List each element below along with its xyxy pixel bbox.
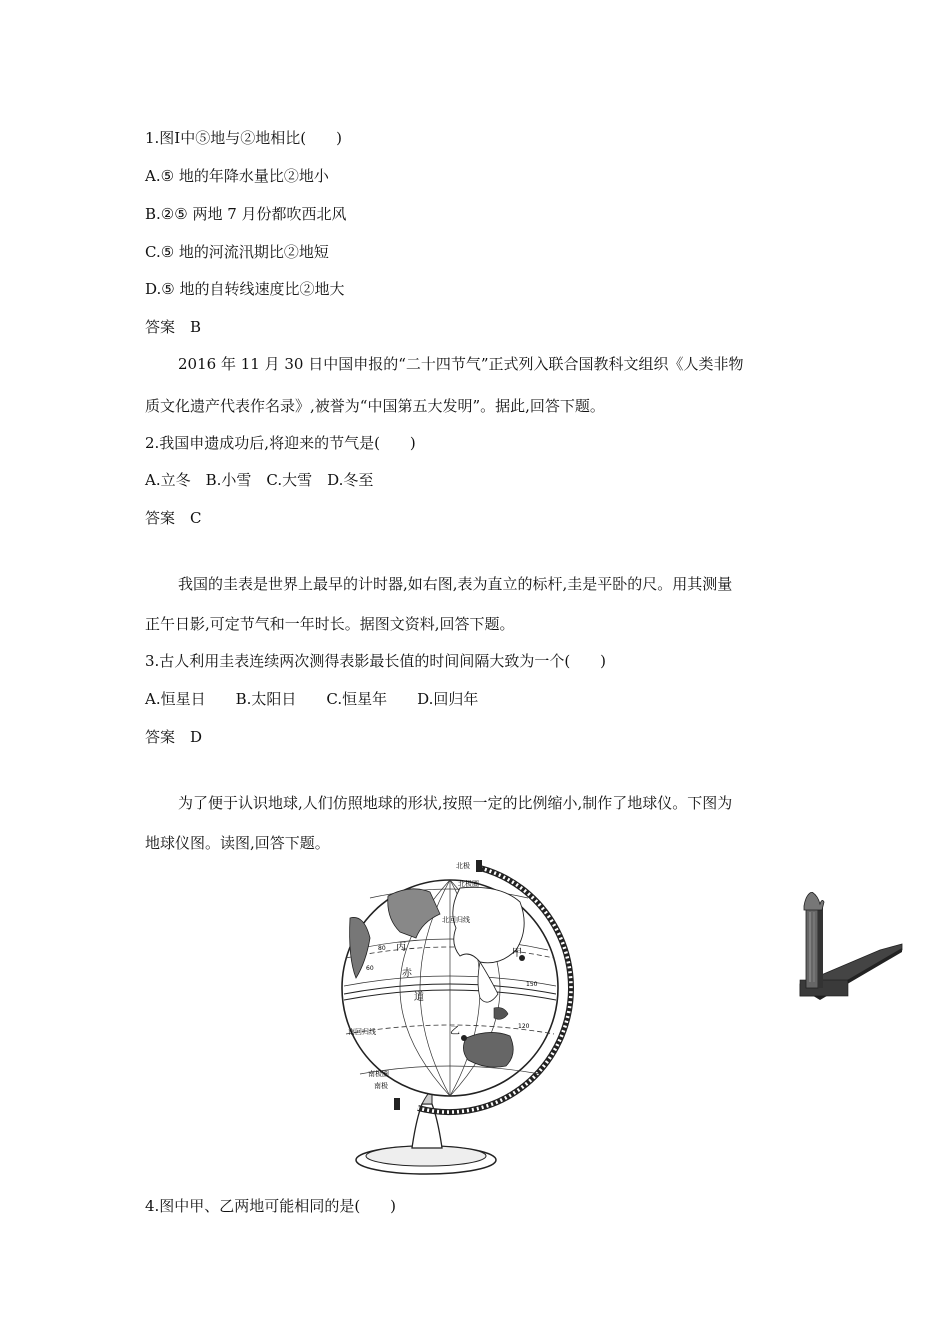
globe-illustration <box>330 858 600 1180</box>
q1-answer: 答案 B <box>145 318 202 336</box>
globe-figure <box>330 858 600 1180</box>
label-tropic-capricorn: 南回归线 <box>348 1028 376 1036</box>
q2-stem: 2.我国申遗成功后,将迎来的节气是( ) <box>145 434 416 452</box>
label-equator-1: 赤 <box>402 968 412 979</box>
tick-80: 80 <box>378 945 386 952</box>
passage2-line2: 质文化遗产代表作名录》,被誉为“中国第五大发明”。据此,回答下题。 <box>145 397 605 415</box>
label-yi: 乙 <box>450 1026 460 1037</box>
q3-stem: 3.古人利用圭表连续两次测得表影最长值的时间间隔大致为一个( ) <box>145 652 607 670</box>
tick-150: 150 <box>526 981 538 988</box>
q1-option-a: A.⑤ 地的年降水量比②地小 <box>145 167 329 185</box>
guibiao-illustration <box>798 892 904 1004</box>
guibiao-figure <box>798 892 904 1004</box>
passage3-line1: 我国的圭表是世界上最早的计时器,如右图,表为直立的标杆,圭是平卧的尺。用其测量 <box>178 575 733 593</box>
q1-stem: 1.图Ⅰ中⑤地与②地相比( ) <box>145 129 342 147</box>
label-south-pole: 南极 <box>374 1082 388 1090</box>
passage2-line1: 2016 年 11 月 30 日中国申报的“二十四节气”正式列入联合国教科文组织《人类非物 <box>178 355 744 373</box>
tick-60: 60 <box>366 965 374 972</box>
q4-stem: 4.图中甲、乙两地可能相同的是( ) <box>145 1197 397 1215</box>
label-jia: 甲 <box>512 948 522 959</box>
q3-answer: 答案 D <box>145 728 203 746</box>
label-bing: 丙 <box>396 942 406 953</box>
q3-options: A.恒星日 B.太阳日 C.恒星年 D.回归年 <box>145 690 479 708</box>
label-equator-2: 道 <box>414 992 424 1003</box>
q1-option-b: B.②⑤ 两地 7 月份都吹西北风 <box>145 205 347 223</box>
q2-options: A.立冬 B.小雪 C.大雪 D.冬至 <box>145 471 374 489</box>
q1-option-c: C.⑤ 地的河流汛期比②地短 <box>145 243 329 261</box>
tick-120: 120 <box>518 1023 530 1030</box>
label-antarctic-circle: 南极圈 <box>368 1070 389 1078</box>
passage4-line2: 地球仪图。读图,回答下题。 <box>145 834 330 852</box>
passage3-line2: 正午日影,可定节气和一年时长。据图文资料,回答下题。 <box>145 615 515 633</box>
label-north-pole: 北极 <box>456 862 470 870</box>
q1-option-d: D.⑤ 地的自转线速度比②地大 <box>145 280 345 298</box>
label-tropic-cancer: 北回归线 <box>442 916 470 924</box>
passage4-line1: 为了便于认识地球,人们仿照地球的形状,按照一定的比例缩小,制作了地球仪。下图为 <box>178 794 733 812</box>
label-arctic-circle: 北极圈 <box>458 880 479 888</box>
point-yi <box>461 1035 467 1041</box>
q2-answer: 答案 C <box>145 509 202 527</box>
